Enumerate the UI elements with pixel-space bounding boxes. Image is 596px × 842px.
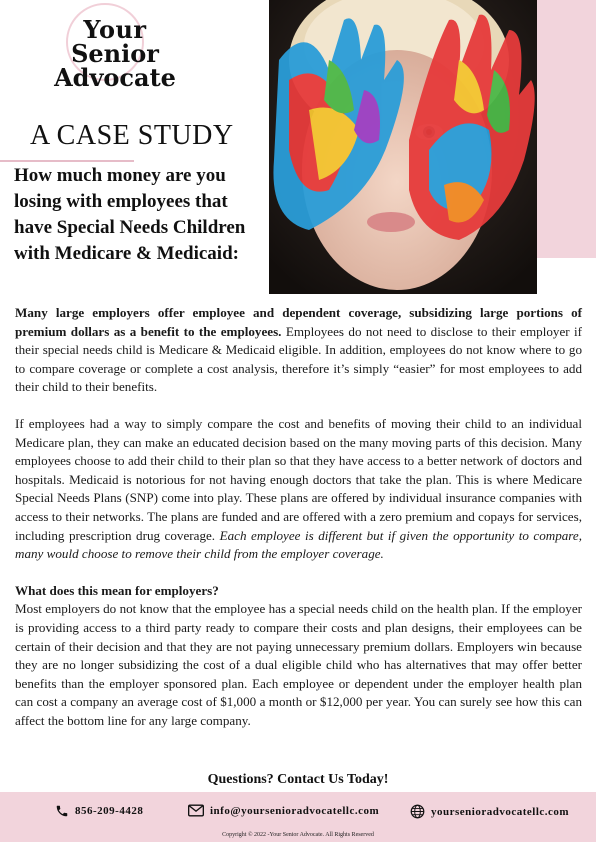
website-contact[interactable] — [410, 804, 569, 819]
paragraph-3: Most employers do not know that the employee has a special needs child on the health plan. If the employer is providing access to a third party ready to compare their costs and plan designs, their employees can be certain of their decision and that they are not paying unnecessary premium dollars. Employers win because they are no longer subsidizing the cost of a dual eligible child who has alternatives that may offer better benefits than the employer sponsored plan. Each employee or dependent under the employer health plan can cost a company an average cost of $1,000 a month or $12,000 per year. You can surely see how this can affect the bottom line for any large company. — [15, 601, 582, 728]
website-url: yoursenioradvocatellc.com — [431, 805, 570, 818]
headline: How much money are you losing with employees that have Special Needs Children with Medicare & Medicaid: — [14, 165, 246, 264]
globe-icon — [410, 804, 425, 819]
logo-line-1: Your — [83, 15, 147, 44]
logo-line-3: Advocate — [54, 63, 176, 92]
paragraph-1-text: Employees do not need to disclose to their employer if their special needs child is Medicare & Medicaid eligible. In addition, employees do not know where to go to compare coverage or complete a cost analysis, therefore it’s simply “easier” for most employees to add their child to their benefits. — [15, 323, 583, 395]
article-body — [15, 304, 582, 748]
paragraph-2-text: If employees had a way to simply compare the cost and benefits of moving their child to an individual Medicare plan, they can make an educated decision based on the many moving parts of this decision. Many employees choose to add their child to their plan so that they have access to a better network of doctors and hospitals. Medicaid is notorious for not having enough doctors that take the plan. This is where Medicare Special Needs Plans (SNP) come into play. These plans are offered by individual insurance companies with access to their networks. The plans are funded and are offered with a zero premium and copays for services, including prescription drug coverage. — [15, 415, 582, 543]
email-contact[interactable] — [188, 804, 379, 817]
case-study-title: A CASE STUDY — [30, 120, 234, 151]
email-icon — [188, 804, 204, 817]
decorative-pink-line — [0, 160, 134, 162]
child-painted-hands-photo — [269, 0, 537, 294]
photo-illustration — [269, 0, 537, 294]
copyright: Copyright © 2022 -Your Senior Advocate. All Rights Reserved — [222, 832, 374, 838]
call-to-action: Questions? Contact Us Today! — [207, 772, 389, 787]
decorative-pink-block — [537, 0, 596, 258]
section-subheading: What does this mean for employers? — [15, 582, 219, 598]
paragraph-2 — [15, 415, 582, 564]
paragraph-1 — [15, 304, 582, 397]
paragraph-2-italic: Each employee is different but if given the opportunity to compare, many would choose to remove their child from the employer coverage. — [15, 527, 582, 562]
phone-number: 856-209-4428 — [75, 805, 144, 817]
logo — [30, 15, 200, 92]
footer — [0, 792, 596, 842]
paragraph-1-lead: Many large employers offer employee and dependent coverage, subsidizing large portions of premium dollars as a benefit to the employees. — [15, 305, 582, 339]
phone-contact[interactable] — [55, 804, 143, 818]
phone-icon — [55, 804, 69, 818]
email-address: info@yoursenioradvocatellc.com — [210, 804, 380, 817]
logo-line-2: Senior — [71, 39, 159, 68]
